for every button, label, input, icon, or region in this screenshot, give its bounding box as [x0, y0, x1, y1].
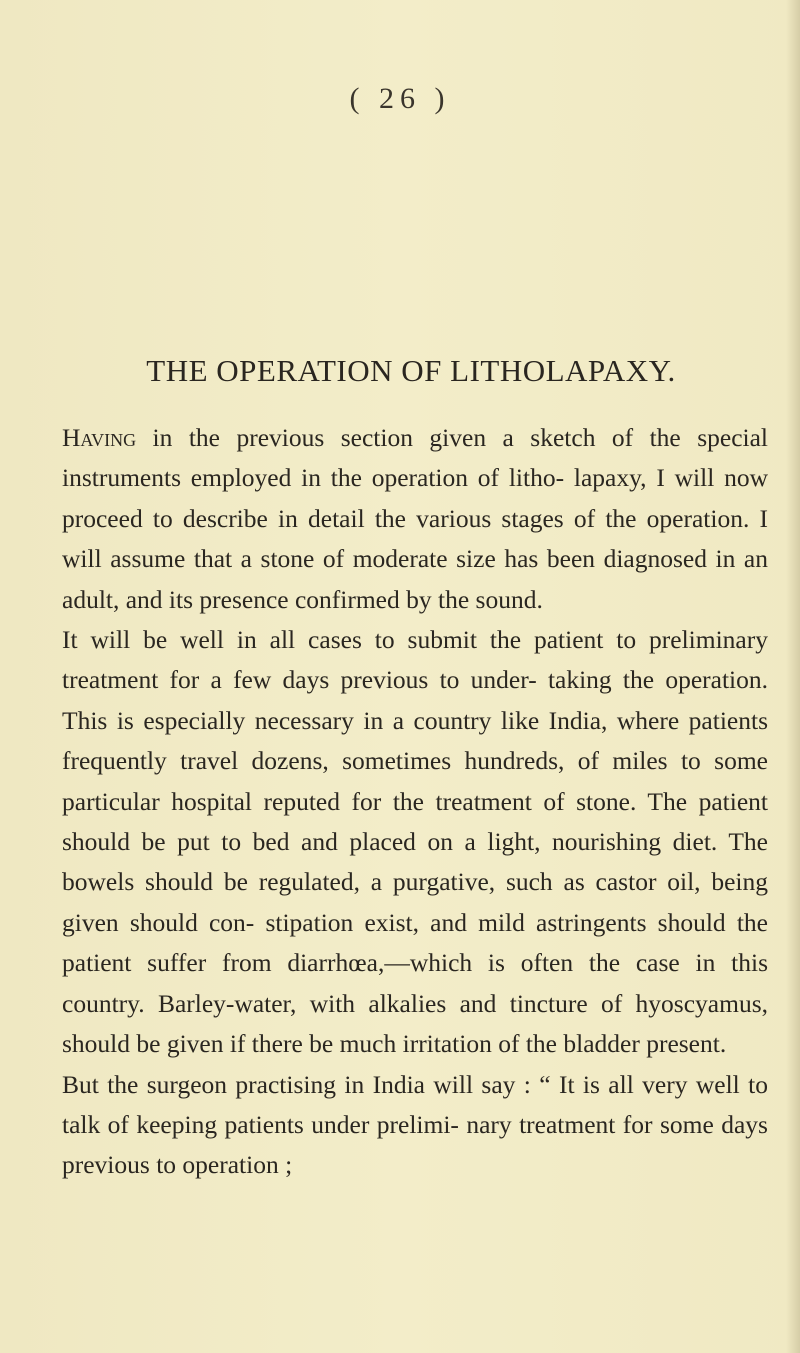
paragraph-1: [62, 418, 768, 620]
body-text: [62, 418, 768, 1186]
page-edge-shadow: [786, 0, 800, 1353]
section-title: THE OPERATION OF LITHOLAPAXY.: [146, 353, 676, 388]
page-number: ( 26 ): [349, 82, 451, 115]
paragraph-1-text: in the previous section given a sketch of the special instruments employed in the operation of litho- lapaxy, I will now proceed to describe in detail the various stages of the operation. I will assume that a stone of moderate size has been diagnosed in an adult, and its presence confirmed by the sound.: [62, 423, 768, 614]
paragraph-1-lead: Having: [62, 423, 137, 452]
paragraph-3: But the surgeon practising in India will say : “ It is all very well to talk of keeping patients under prelimi- nary treatment for some days previous to operation ;: [62, 1069, 768, 1180]
paragraph-2: It will be well in all cases to submit the patient to preliminary treatment for a few days previous to under- taking the operation. This is especially necessary in a country like India, where patients frequently travel dozens, sometimes hundreds, of miles to some particular hospital reputed for the treatment of stone. The patient should be put to bed and placed on a light, nourishing diet. The bowels should be regulated, a purgative, such as castor oil, being given should con- stipation exist, and mild astringents should the patient suffer from diarrhœa,—which is often the case in this country. Barley-water, with alkalies and tincture of hyoscyamus, should be given if there be much irritation of the bladder present.: [62, 625, 768, 1059]
